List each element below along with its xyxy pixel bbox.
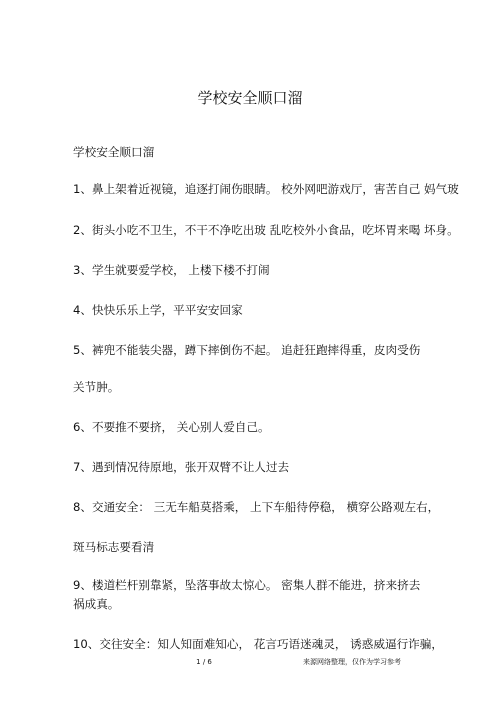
document-subheading: 学校安全顺口溜 bbox=[73, 145, 155, 159]
rhyme-line-3: 3、学生就要爱学校， 上楼下楼不打闹 bbox=[73, 263, 270, 277]
rhyme-line-2: 2、街头小吃不卫生，不干不净吃出玻 乱吃校外小食品，吃坏胃来喝 坏身。 bbox=[73, 223, 459, 237]
rhyme-line-7: 7、遇到情况待原地，张开双臂不让人过去 bbox=[73, 460, 290, 474]
rhyme-line-6: 6、不要推不要挤， 关心别人爱自己。 bbox=[73, 420, 270, 434]
rhyme-line-9-continued: 祸成真。 bbox=[73, 597, 120, 611]
rhyme-line-1: 1、鼻上架着近视镜，追逐打闹伤眼睛。 校外网吧游戏厅，害苦自己 妈气玻 bbox=[73, 182, 459, 196]
rhyme-line-8-continued: 斑马标志要看清 bbox=[73, 540, 155, 554]
page-number: 1 / 6 bbox=[196, 658, 212, 666]
rhyme-line-10: 10、交往安全：知人知面难知心， 花言巧语迷魂灵， 诱惑威逼行诈骗， bbox=[73, 637, 443, 651]
rhyme-line-4: 4、快快乐乐上学，平平安安回家 bbox=[73, 303, 243, 317]
rhyme-line-5-continued: 关节肿。 bbox=[73, 380, 120, 394]
source-note: 来源网络整理，仅作为学习参考 bbox=[303, 658, 401, 666]
rhyme-line-9: 9、楼道栏杆别靠紧，坠落事故太惊心。 密集人群不能进，挤来挤去 bbox=[73, 578, 421, 592]
rhyme-line-8: 8、交通安全： 三无车船莫搭乘， 上下车船待停稳， 横穿公路观左右， bbox=[73, 500, 440, 514]
rhyme-line-5: 5、裤兜不能装尖器，蹲下摔倒伤不起。 追赶狂跑摔得重，皮肉受伤 bbox=[73, 343, 421, 357]
document-title: 学校安全顺口溜 bbox=[197, 89, 303, 107]
